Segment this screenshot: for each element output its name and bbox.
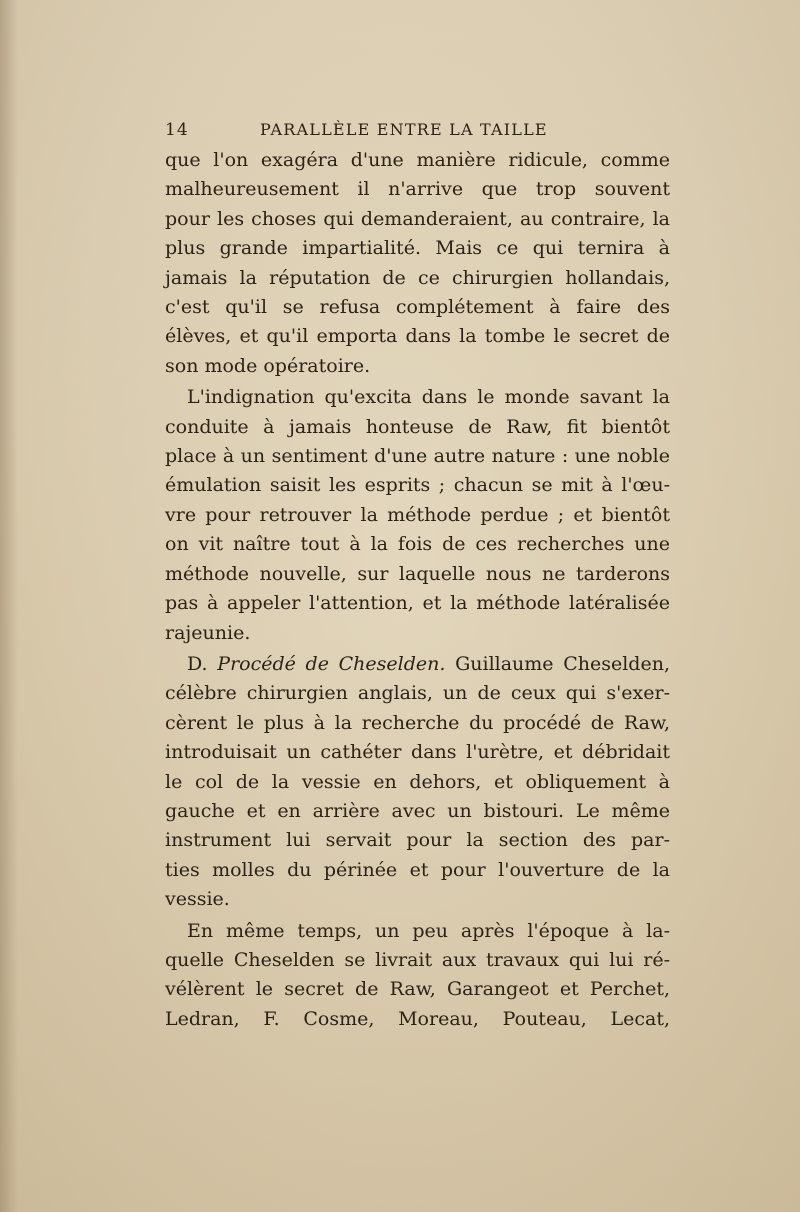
text-line: pas à appeler l'attention, et la méthode latéralisée (165, 592, 670, 615)
text-line: instrument lui servait pour la section des par- (165, 829, 670, 852)
text-line: que l'on exagéra d'une manière ridicule, comme (165, 149, 670, 171)
text-fragment: Guillaume Cheselden, (455, 652, 670, 675)
text-line: vessie. (165, 888, 230, 911)
text-line: rajeunie. (165, 621, 251, 644)
text-line: Ledran, F. Cosme, Moreau, Pouteau, Lecat, (165, 1007, 670, 1030)
text-line: conduite à jamais honteuse de Raw, fit bientôt (165, 415, 670, 438)
text-block (165, 116, 670, 1034)
text-line: L'indignation qu'excita dans le monde savant la (187, 386, 670, 409)
text-line: élèves, et qu'il emporta dans la tombe le secret de (165, 325, 670, 348)
text-line: gauche et en arrière avec un bistouri. Le même (165, 799, 670, 822)
paragraph-3 (165, 650, 670, 915)
text-line: cèrent le plus à la recherche du procédé de Raw, (165, 711, 670, 734)
text-line: place à un sentiment d'une autre nature : une noble (165, 445, 670, 468)
page-number: 14 (165, 120, 189, 140)
text-line: le col de la vessie en dehors, et obliquement à (165, 770, 670, 793)
text-line: vélèrent le secret de Raw, Garangeot et Perchet, (165, 978, 670, 1001)
text-line: introduisait un cathéter dans l'urètre, et débridait (165, 741, 670, 764)
paragraph-2 (165, 383, 670, 648)
text-line: pour les choses qui demanderaient, au contraire, la (165, 207, 670, 230)
running-head-title: PARALLÈLE ENTRE LA TAILLE (260, 120, 548, 139)
text-line: plus grande impartialité. Mais ce qui ternira à (165, 237, 670, 260)
paragraph-4 (165, 917, 670, 1035)
text-line: c'est qu'il se refusa complétement à faire des (165, 296, 670, 319)
text-line: méthode nouvelle, sur laquelle nous ne tarderons (165, 562, 670, 585)
text-line: malheureusement il n'arrive que trop souvent (165, 178, 670, 201)
text-line: ties molles du périnée et pour l'ouverture de la (165, 858, 670, 881)
text-line: son mode opératoire. (165, 354, 371, 377)
section-letter: D. (187, 652, 208, 675)
running-head (165, 116, 670, 144)
text-line: célèbre chirurgien anglais, un de ceux qui s'exer- (165, 682, 670, 705)
paragraph-1 (165, 146, 670, 381)
text-line (165, 650, 670, 679)
text-line: quelle Cheselden se livrait aux travaux qui lui ré- (165, 948, 670, 971)
text-line: on vit naître tout à la fois de ces recherches une (165, 533, 670, 556)
section-heading: Procédé de Cheselden. (217, 652, 446, 675)
text-line: jamais la réputation de ce chirurgien hollandais, (165, 266, 670, 289)
text-line: En même temps, un peu après l'époque à la- (187, 919, 670, 942)
text-line: vre pour retrouver la méthode perdue ; et bientôt (165, 503, 670, 526)
text-line: émulation saisit les esprits ; chacun se mit à l'œu- (165, 474, 670, 497)
